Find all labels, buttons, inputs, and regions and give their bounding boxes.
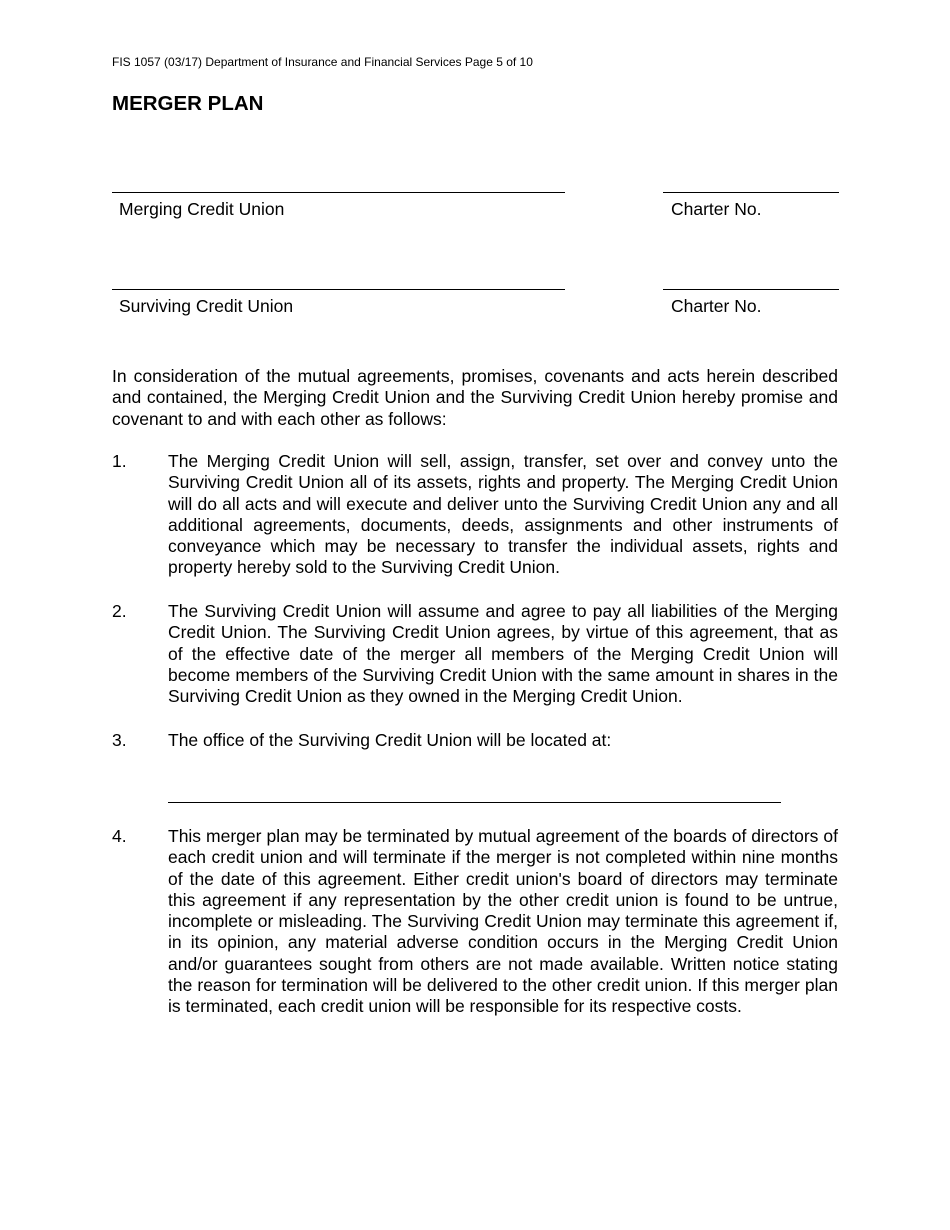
list-item-1 (112, 451, 838, 579)
page-title: MERGER PLAN (112, 92, 264, 115)
surviving-credit-union-input-line[interactable] (112, 289, 565, 290)
surviving-credit-union-label: Surviving Credit Union (119, 296, 294, 316)
form-header: FIS 1057 (03/17) Department of Insurance and Financial Services Page 5 of 10 (112, 55, 533, 69)
item-number: 4. (112, 826, 127, 846)
merging-credit-union-label: Merging Credit Union (119, 199, 285, 219)
merging-credit-union-input-line[interactable] (112, 192, 565, 193)
list-item-2 (112, 601, 838, 707)
surviving-charter-number-label: Charter No. (671, 296, 762, 316)
list-item-3 (112, 730, 838, 751)
item-text: The Merging Credit Union will sell, assign, transfer, set over and convey unto the Surviving Credit Union all of its assets, rights and property. The Merging Credit Union will do all acts and will execute and deliver unto the Surviving Credit Union any and all additional agreements, documents, deeds, assignments and other instruments of conveyance which may be necessary to transfer the individual assets, rights and property hereby sold to the Surviving Credit Union. (168, 451, 838, 578)
item-number: 3. (112, 730, 127, 750)
item-number: 1. (112, 451, 127, 471)
item-text: The Surviving Credit Union will assume and agree to pay all liabilities of the Merging Credit Union. The Surviving Credit Union agrees, by virtue of this agreement, that as of the effective date of the merger all members of the Merging Credit Union will become members of the Surviving Credit Union with the same amount in shares in the Surviving Credit Union as they owned in the Merging Credit Union. (168, 601, 838, 707)
item-number: 2. (112, 601, 127, 621)
intro-paragraph: In consideration of the mutual agreements, promises, covenants and acts herein described and contained, the Merging Credit Union and the Surviving Credit Union hereby promise and covenant to and with each other as follows: (112, 366, 838, 429)
item-text: This merger plan may be terminated by mutual agreement of the boards of directors of each credit union and will terminate if the merger is not completed within nine months of the date of this agreement. Either credit union's board of directors may terminate this agreement if any representation by the other credit union is found to be untrue, incomplete or misleading. The Surviving Credit Union may terminate this agreement if, in its opinion, any material adverse condition occurs in the Merging Credit Union and/or guarantees sought from others are not made available. Written notice stating the reason for termination will be delivered to the other credit union. If this merger plan is terminated, each credit union will be responsible for its respective costs. (168, 826, 838, 1017)
list-item-4 (112, 826, 838, 1018)
merging-charter-number-input-line[interactable] (663, 192, 839, 193)
item-text: The office of the Surviving Credit Union will be located at: (168, 730, 612, 750)
office-location-input-line[interactable] (168, 802, 781, 803)
merging-charter-number-label: Charter No. (671, 199, 762, 219)
surviving-charter-number-input-line[interactable] (663, 289, 839, 290)
